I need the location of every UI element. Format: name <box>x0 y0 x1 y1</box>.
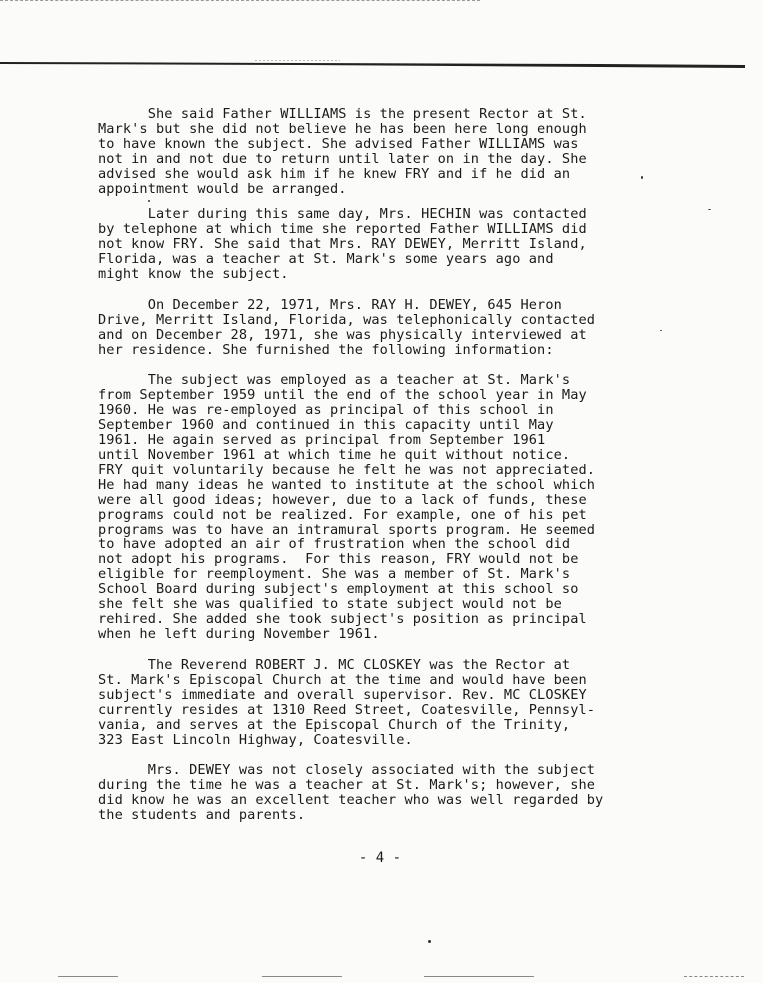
text-line: and on December 28, 1971, she was physically interviewed at <box>98 326 587 343</box>
text-line: currently resides at 1310 Reed Street, Coatesville, Pennsyl- <box>98 701 596 718</box>
text-line: advised she would ask him if he knew FRY and if he did an <box>98 165 571 182</box>
text-line: Mark's but she did not believe he has been here long enough <box>98 120 587 137</box>
top-edge-dashes <box>0 0 480 3</box>
text-line: the students and parents. <box>98 806 306 823</box>
paragraph-4 <box>98 373 646 642</box>
scan-speck <box>708 209 711 210</box>
text-line: to have known the subject. She advised Father WILLIAMS was <box>98 135 579 152</box>
text-line: when he left during November 1961. <box>98 626 380 643</box>
header-rule <box>0 60 745 70</box>
paragraph-6 <box>98 763 646 823</box>
text-line: during the time he was a teacher at St. Mark's; however, she <box>98 776 596 793</box>
text-line: Mrs. DEWEY was not closely associated with the subject <box>98 762 596 778</box>
text-line: The Reverend ROBERT J. MC CLOSKEY was the Rector at <box>98 657 571 673</box>
text-line: her residence. She furnished the following information: <box>98 341 554 358</box>
text-line: not adopt his programs. For this reason, FRY would not be <box>98 551 579 568</box>
scan-speck <box>428 940 431 943</box>
text-line: She said Father WILLIAMS is the present Rector at St. <box>98 106 587 122</box>
text-line: He had many ideas he wanted to institute at the school which <box>98 476 596 493</box>
text-line: 1960. He was re-employed as principal of this school in <box>98 401 554 418</box>
page-number: - 4 - <box>358 850 402 866</box>
bottom-edge-mark <box>684 976 744 979</box>
text-line: might know the subject. <box>98 265 289 282</box>
scan-speck <box>148 200 150 202</box>
text-line: September 1960 and continued in this capacity until May <box>98 416 554 433</box>
text-line: School Board during subject's employment at this school so <box>98 581 579 598</box>
paragraph-3 <box>98 298 646 358</box>
text-line: programs could not be realized. For example, one of his pet <box>98 506 587 523</box>
text-line: were all good ideas; however, due to a lack of funds, these <box>98 491 587 508</box>
text-line: Later during this same day, Mrs. HECHIN was contacted <box>98 206 587 222</box>
text-line: until November 1961 at which time he quit without notice. <box>98 446 571 463</box>
text-line: not in and not due to return until later on in the day. She <box>98 150 587 167</box>
bottom-edge-mark <box>262 976 342 979</box>
text-line: by telephone at which time she reported Father WILLIAMS did <box>98 220 587 237</box>
text-line: 1961. He again served as principal from September 1961 <box>98 431 546 448</box>
text-line: 323 East Lincoln Highway, Coatesville. <box>98 731 413 748</box>
text-line: rehired. She added she took subject's position as principal <box>98 611 587 628</box>
paragraph-2 <box>98 207 646 282</box>
paragraph-5 <box>98 658 646 748</box>
text-line: programs was to have an intramural sports program. He seemed <box>98 521 596 538</box>
text-line: Florida, was a teacher at St. Mark's some years ago and <box>98 250 554 267</box>
bottom-edge-mark <box>58 976 118 979</box>
scan-speck <box>641 176 643 179</box>
text-line: On December 22, 1971, Mrs. RAY H. DEWEY, 645 Heron <box>98 297 562 313</box>
text-line: not know FRY. She said that Mrs. RAY DEWEY, Merritt Island, <box>98 235 587 252</box>
paragraph-1 <box>98 107 646 197</box>
text-line: eligible for reemployment. She was a member of St. Mark's <box>98 566 571 583</box>
bottom-edge-mark <box>424 976 534 979</box>
text-line: vania, and serves at the Episcopal Church of the Trinity, <box>98 716 571 733</box>
text-line: to have adopted an air of frustration when the school did <box>98 536 571 553</box>
text-line: St. Mark's Episcopal Church at the time and would have been <box>98 671 587 688</box>
text-line: Drive, Merritt Island, Florida, was telephonically contacted <box>98 311 596 328</box>
text-line: she felt she was qualified to state subject would not be <box>98 596 562 613</box>
text-line: subject's immediate and overall supervisor. Rev. MC CLOSKEY <box>98 686 587 703</box>
scan-speck <box>660 330 662 331</box>
text-line: appointment would be arranged. <box>98 180 347 197</box>
text-line: The subject was employed as a teacher at St. Mark's <box>98 372 571 388</box>
text-line: from September 1959 until the end of the school year in May <box>98 386 587 403</box>
text-line: did know he was an excellent teacher who was well regarded by <box>98 791 604 808</box>
text-line: FRY quit voluntarily because he felt he was not appreciated. <box>98 461 596 478</box>
